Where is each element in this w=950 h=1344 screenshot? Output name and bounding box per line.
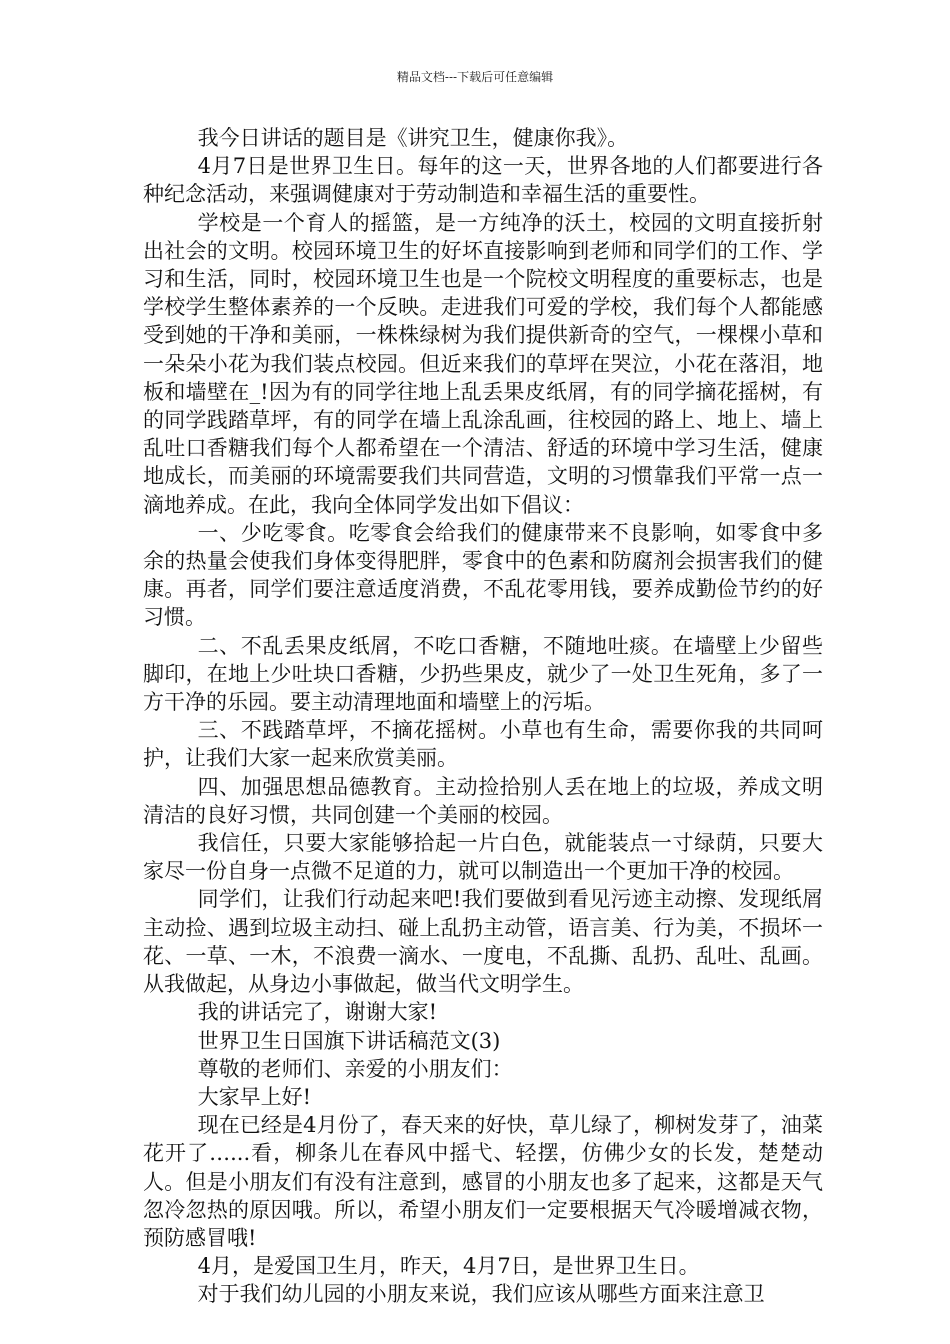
paragraph-proposal-2: 二、不乱丢果皮纸屑，不吃口香糖，不随地吐痰。在墙壁上少留些脚印，在地上少吐块口香糖，少扔些果皮，就少了一处卫生死角，多了一方干净的乐园。要主动清理地面和墙壁上的污垢。 bbox=[143, 633, 823, 715]
paragraph-proposal-3: 三、不践踏草坪，不摘花摇树。小草也有生命，需要你我的共同呵护，让我们大家一起来欣赏美丽。 bbox=[143, 718, 823, 771]
paragraph-kindergarten: 对于我们幼儿园的小朋友来说，我们应该从哪些方面来注意卫 bbox=[197, 1282, 765, 1307]
paragraph-school-environment: 学校是一个育人的摇篮，是一方纯净的沃土，校园的文明直接折射出社会的文明。校园环境卫生的好坏直接影响到老师和同学们的工作、学习和生活，同时，校园环境卫生也是一个院校文明程度的重要标志，也是学校学生整体素养的一个反映。走进我们可爱的学校，我们每个人都能感受到她的干净和美丽，一株株绿树为我们提供新奇的空气，一棵棵小草和一朵朵小花为我们装点校园。但近来我们的草坪在哭泣，小花在落泪，地板和墙壁在_!因为有的同学往地上乱丢果皮纸屑，有的同学摘花摇树，有的同学践踏草坪，有的同学在墙上乱涂乱画，往校园的路上、地上、墙上乱吐口香糖我们每个人都希望在一个清洁、舒适的环境中学习生活，健康地成长，而美丽的环境需要我们共同营造，文明的习惯靠我们平常一点一滴地养成。在此，我向全体同学发出如下倡议： bbox=[143, 210, 823, 517]
paragraph-world-health-day: 4月7日是世界卫生日。每年的这一天，世界各地的人们都要进行各种纪念活动，来强调健康对于劳动制造和幸福生活的重要性。 bbox=[143, 154, 823, 207]
paragraph-spring: 现在已经是4月份了，春天来的好快，草儿绿了，柳树发芽了，油菜花开了…...看，柳条儿在春风中摇弋、轻摆，仿佛少女的长发，楚楚动人。但是小朋友们有没有注意到，感冒的小朋友也多了起来，这都是天气忽冷忽热的原因哦。所以，希望小朋友们一定要根据天气冷暖增减衣物，预防感冒哦! bbox=[143, 1113, 823, 1250]
paragraph-title-line: 我今日讲话的题目是《讲究卫生，健康你我》。 bbox=[197, 126, 629, 150]
paragraph-proposal-1: 一、少吃零食。吃零食会给我们的健康带来不良影响，如零食中多余的热量会使我们身体变得肥胖，零食中的色素和防腐剂会损害我们的健康。再者，同学们要注意适度消费，不乱花零用钱，要养成勤俭节约的好习惯。 bbox=[143, 520, 823, 630]
paragraph-greeting: 大家早上好! bbox=[197, 1084, 312, 1109]
page-header: 精品文档---下载后可任意编辑 bbox=[396, 70, 554, 84]
paragraph-call-to-action: 同学们，让我们行动起来吧!我们要做到看见污迹主动擦、发现纸屑主动捡、遇到垃圾主动扫、碰上乱扔主动管，语言美、行为美，不损坏一花、一草、一木，不浪费一滴水、一度电，不乱撕、乱扔、乱吐、乱画。从我做起，从身边小事做起，做当代文明学生。 bbox=[143, 887, 823, 997]
document-body bbox=[143, 124, 823, 1309]
paragraph-belief: 我信任，只要大家能够拾起一片白色，就能装点一寸绿荫，只要大家尽一份自身一点微不足道的力，就可以制造出一个更加干净的校园。 bbox=[143, 831, 823, 884]
section-heading: 世界卫生日国旗下讲话稿范文(3) bbox=[197, 1028, 501, 1053]
paragraph-salutation: 尊敬的老师们、亲爱的小朋友们： bbox=[197, 1056, 513, 1081]
paragraph-health-month: 4月，是爱国卫生月，昨天，4月7日，是世界卫生日。 bbox=[197, 1254, 700, 1279]
paragraph-closing: 我的讲话完了，谢谢大家! bbox=[197, 1000, 438, 1025]
paragraph-proposal-4: 四、加强思想品德教育。主动捡拾别人丢在地上的垃圾，养成文明清洁的良好习惯，共同创建一个美丽的校园。 bbox=[143, 774, 823, 827]
